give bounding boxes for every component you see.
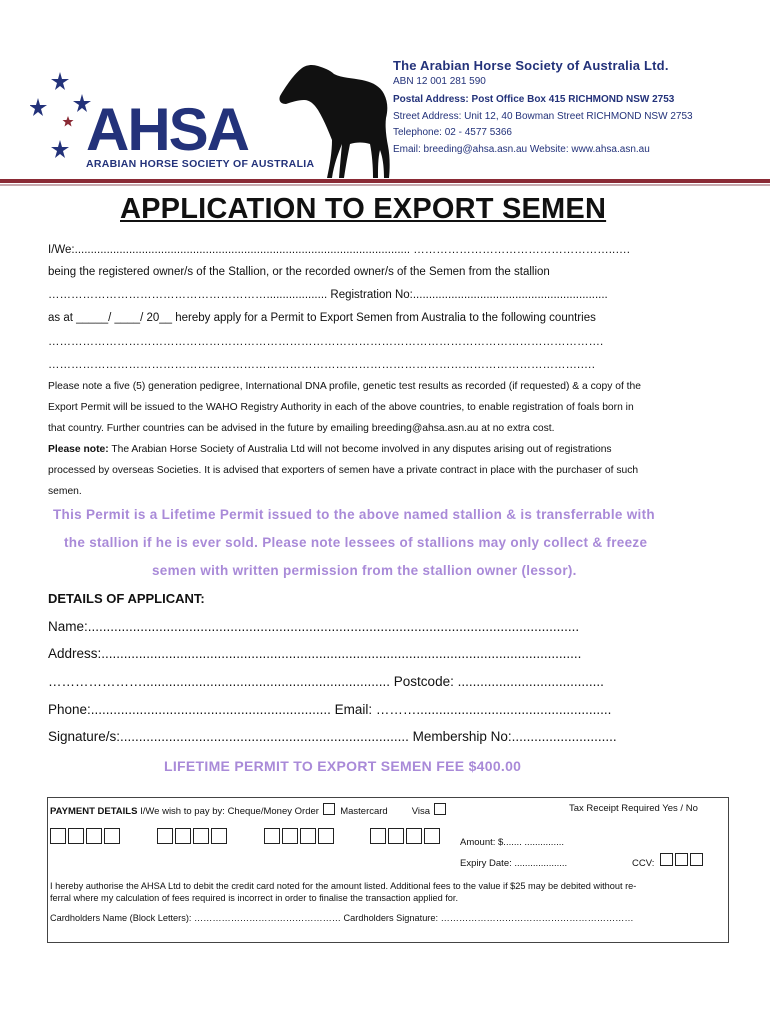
tax-receipt[interactable]: Tax Receipt Required Yes / No bbox=[569, 803, 698, 814]
date-countries-statement[interactable]: as at _____/ ____/ 20__ hereby apply for a Permit to Export Semen from Australia to the following countries bbox=[48, 312, 596, 324]
logo-subtitle: ARABIAN HORSE SOCIETY OF AUSTRALIA bbox=[86, 158, 315, 170]
note-line bbox=[48, 444, 612, 455]
expiry-field[interactable]: Expiry Date: .................... bbox=[460, 858, 568, 869]
horse-silhouette-icon bbox=[272, 56, 394, 182]
iwe-field[interactable]: I/We:......................................................................................................... ……………………………………………..…. bbox=[48, 244, 630, 256]
visa-checkbox[interactable] bbox=[434, 803, 446, 815]
authorisation-line: ferral where my calculation of fees required is incorrect in order to finalise the transaction applied for. bbox=[50, 893, 459, 903]
please-note-label: Please note: bbox=[48, 444, 109, 455]
ccv-label: CCV: bbox=[632, 858, 655, 869]
mastercard-label: Mastercard bbox=[340, 806, 388, 817]
header-rule-light bbox=[0, 184, 770, 186]
permit-notice-line: the stallion if he is ever sold. Please note lessees of stallions may only collect & freeze bbox=[64, 535, 648, 550]
org-name: The Arabian Horse Society of Australia Ltd. bbox=[393, 58, 669, 73]
card-number-group[interactable] bbox=[264, 828, 334, 844]
note-line: semen. bbox=[48, 486, 82, 497]
amount-field[interactable]: Amount: $....... ............... bbox=[460, 837, 565, 848]
street-address: Street Address: Unit 12, 40 Bowman Street RICHMOND NSW 2753 bbox=[393, 111, 693, 122]
permit-notice-line: semen with written permission from the stallion owner (lessor). bbox=[152, 563, 577, 578]
logo-wordmark: AHSA bbox=[86, 96, 249, 163]
note-line: Export Permit will be issued to the WAHO Registry Authority in each of the above countries, to enable registration of foals born in bbox=[48, 402, 634, 413]
card-number-group[interactable] bbox=[157, 828, 227, 844]
owner-statement: being the registered owner/s of the Stallion, or the recorded owner/s of the Semen from the stallion bbox=[48, 266, 550, 278]
countries-field-1[interactable]: ………………………………………………………………………………………………………………………………. bbox=[48, 336, 604, 348]
payment-heading: PAYMENT DETAILS bbox=[50, 806, 138, 817]
visa-label: Visa bbox=[411, 806, 431, 817]
note-line: that country. Further countries can be advised in the future by emailing breeding@ahsa.asn.au at no extra cost. bbox=[48, 423, 555, 434]
phone-email-field[interactable]: Phone:................................................................ Email: ……….................................................... bbox=[48, 702, 612, 717]
postal-address: Postal Address: Post Office Box 415 RICHMOND NSW 2753 bbox=[393, 94, 675, 105]
page-title: APPLICATION TO EXPORT SEMEN bbox=[120, 193, 607, 225]
card-number-group[interactable] bbox=[370, 828, 440, 844]
note-text: The Arabian Horse Society of Australia Ltd will not become involved in any disputes arising out of registrations bbox=[108, 444, 612, 455]
applicant-heading: DETAILS OF APPLICANT: bbox=[48, 591, 205, 606]
note-line: Please note a five (5) generation pedigree, International DNA profile, genetic test results as recorded (if requested) & a copy of the bbox=[48, 381, 641, 392]
ccv-field[interactable] bbox=[660, 853, 703, 866]
email-website: Email: breeding@ahsa.asn.au Website: www.ahsa.asn.au bbox=[393, 144, 650, 155]
countries-field-2[interactable]: ………………………………………………………………………………………………………………………….…. bbox=[48, 359, 595, 371]
note-line: processed by overseas Societies. It is advised that exporters of semen have a private contract in place with the purchaser of such bbox=[48, 465, 639, 476]
header-rule bbox=[0, 179, 770, 183]
abn-text: ABN 12 001 281 590 bbox=[393, 76, 486, 87]
signature-membership-field[interactable]: Signature/s:............................................................................. Membership No:............................ bbox=[48, 729, 617, 744]
authorisation-line: I hereby authorise the AHSA Ltd to debit the credit card noted for the amount listed. Additional fees to the value if $25 may be debited without re- bbox=[50, 881, 637, 891]
fee-notice: LIFETIME PERMIT TO EXPORT SEMEN FEE $400.00 bbox=[164, 758, 522, 774]
postcode-field[interactable]: ………………….................................................................. Postcode: ....................................... bbox=[48, 674, 604, 689]
cardholder-fields[interactable]: Cardholders Name (Block Letters): ………………………………………… Cardholders Signature: ……………………………………………………… bbox=[50, 913, 634, 923]
address-field[interactable]: Address:................................................................................................................................ bbox=[48, 646, 582, 661]
payment-row bbox=[50, 803, 446, 817]
telephone: Telephone: 02 - 4577 5366 bbox=[393, 127, 512, 138]
card-number-group[interactable] bbox=[50, 828, 120, 844]
permit-notice-line: This Permit is a Lifetime Permit issued to the above named stallion & is transferrable with bbox=[53, 507, 655, 522]
cheque-checkbox[interactable] bbox=[323, 803, 335, 815]
stallion-registration-field[interactable]: …………………………………………………................... Registration No:............................................................. bbox=[48, 289, 608, 301]
pay-by-label: I/We wish to pay by: Cheque/Money Order bbox=[140, 806, 319, 817]
name-field[interactable]: Name:................................................................................................................................... bbox=[48, 619, 580, 634]
